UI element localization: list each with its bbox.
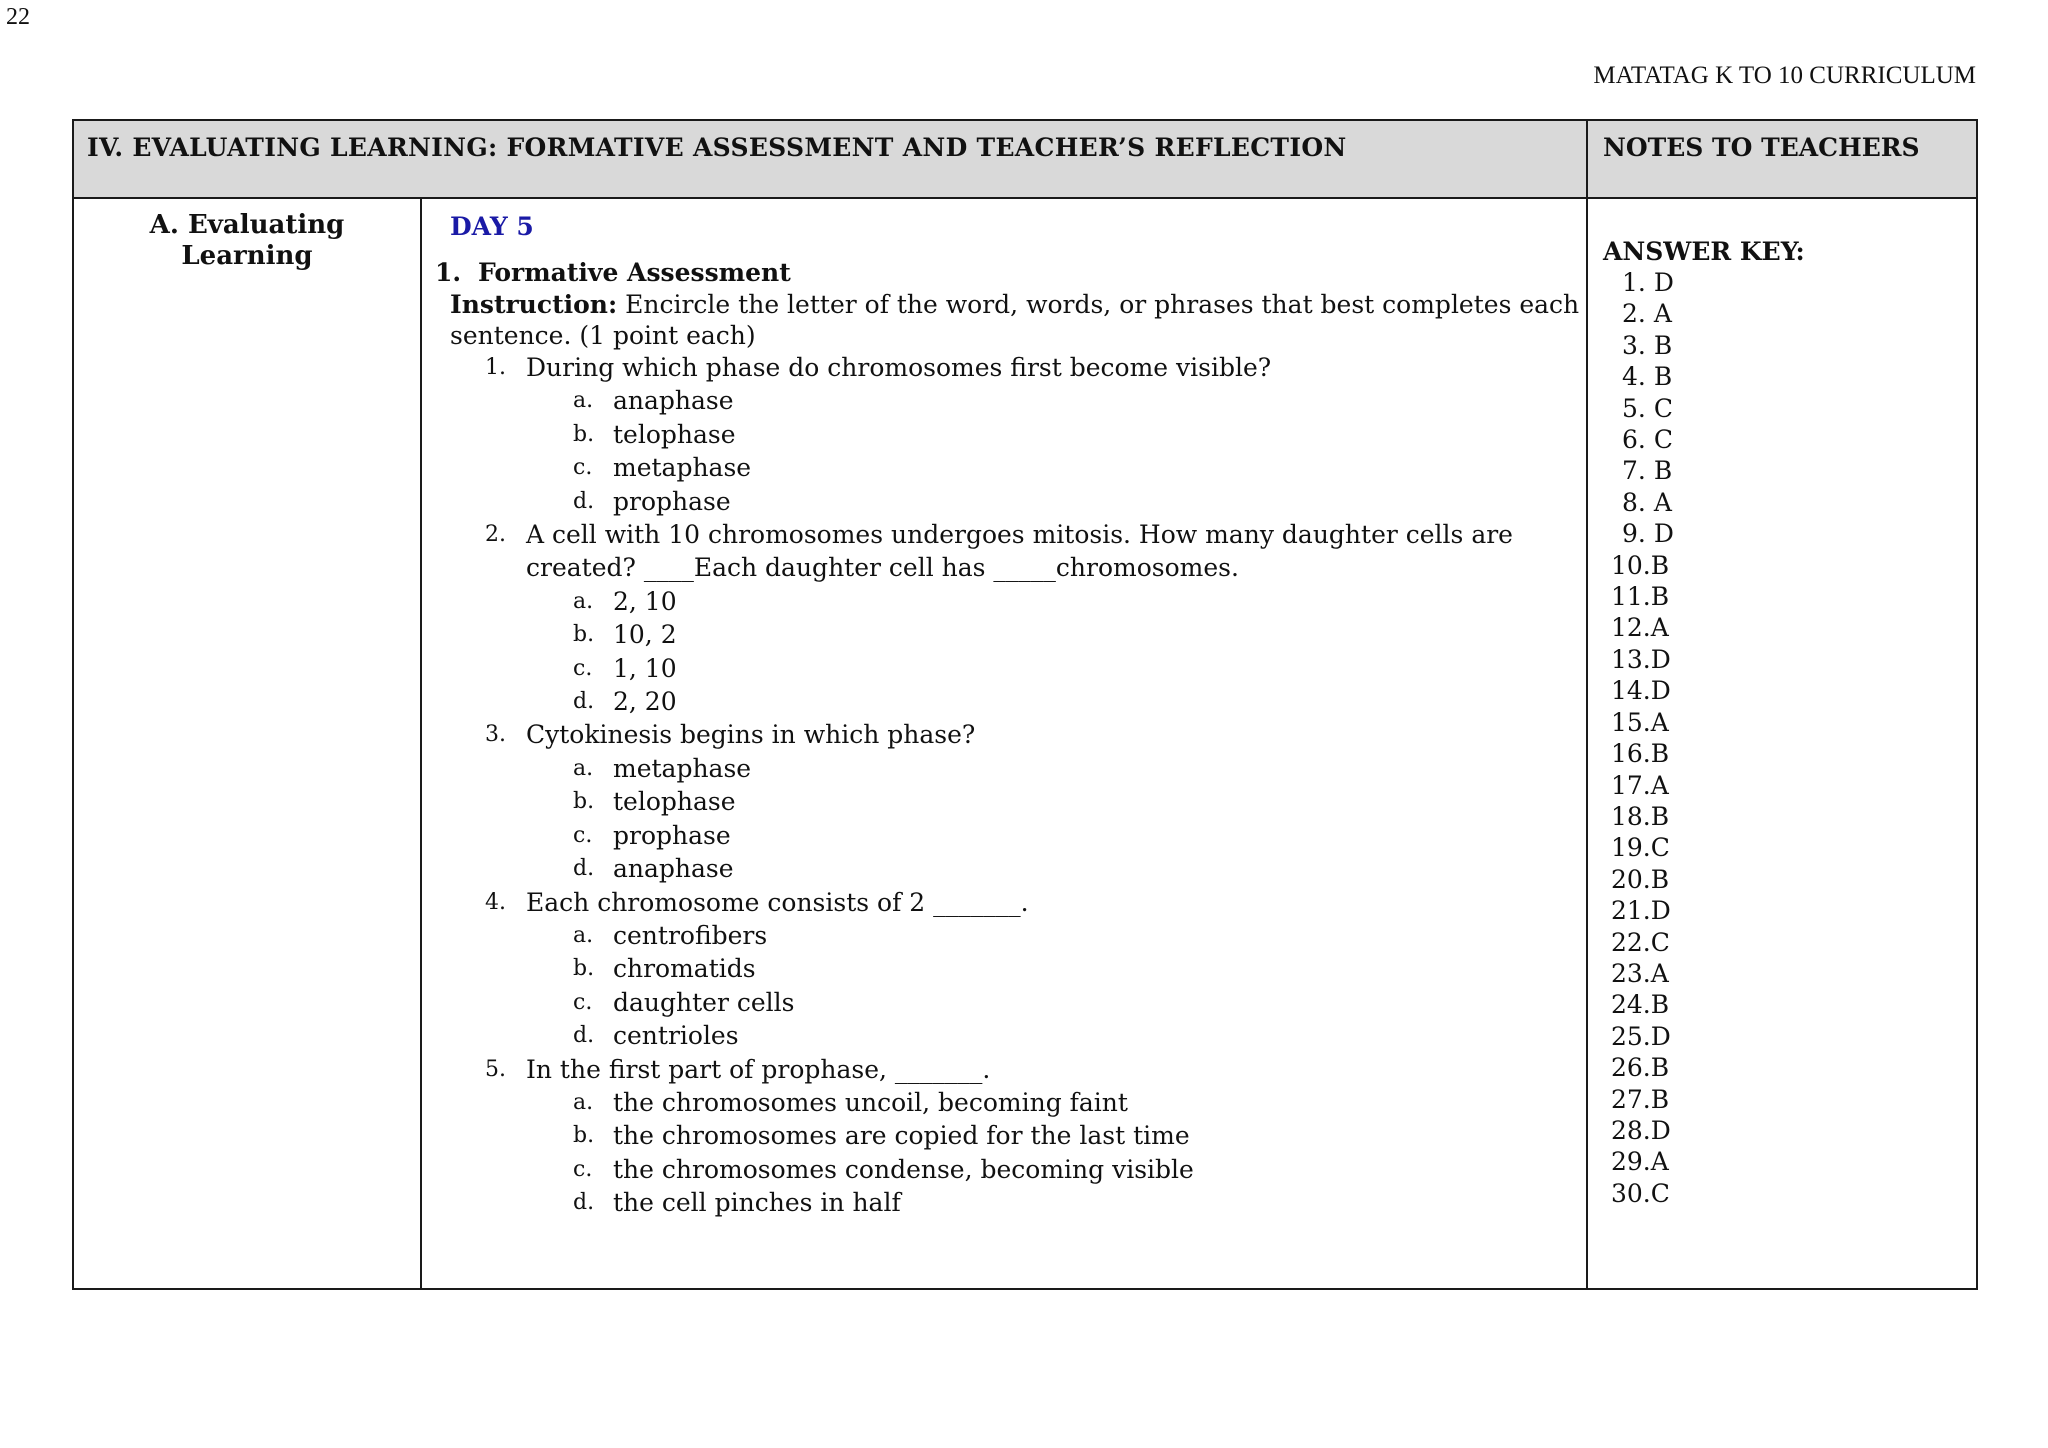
question-item [435,351,1526,384]
option-letter[interactable]: b. [573,789,595,815]
question-number: 4. [485,889,506,915]
answer-key-item [1611,1084,1976,1115]
option-letter[interactable]: a. [573,1089,594,1115]
answer-key-letter: B [1650,582,1670,612]
answer-key-number: 2. [1622,299,1646,329]
answer-option[interactable] [435,752,1586,785]
answer-key-item [1611,330,1976,361]
answer-key-number: 8. [1622,487,1646,517]
answer-key-letter: B [1650,1084,1670,1114]
answer-key-number: 9. [1622,519,1646,549]
option-letter[interactable]: b. [573,956,595,982]
answer-key-number: 16. [1611,739,1651,769]
lesson-table [72,119,1978,1290]
question-item [435,518,1526,585]
answer-key-item [1611,1115,1976,1146]
answer-option[interactable] [435,384,1586,417]
section-label-line2: Learning [181,241,313,271]
option-letter[interactable]: a. [573,755,594,781]
answer-key-number: 25. [1611,1021,1651,1051]
answer-key-letter: B [1650,801,1670,831]
answer-key-item [1611,770,1976,801]
answer-key-item [1611,550,1976,581]
option-letter[interactable]: a. [573,588,594,614]
option-letter[interactable]: c. [573,989,593,1015]
answer-key-number: 12. [1611,613,1651,643]
option-text: anaphase [613,386,734,416]
option-letter[interactable]: b. [573,1123,595,1149]
answer-option[interactable] [435,485,1586,518]
answer-key-item [1611,1178,1976,1209]
question-text: A cell with 10 chromosomes undergoes mitosis. How many daughter cells are created? ____Each daughter cell has _____chromosomes. [526,520,1513,583]
page-number: 22 [6,4,30,30]
answer-key-letter: A [1653,487,1672,517]
question-text: Each chromosome consists of 2 _______. [526,887,1029,917]
instruction-label: Instruction: [450,290,618,319]
question-text: During which phase do chromosomes first become visible? [526,353,1272,382]
option-text: 2, 20 [613,687,677,717]
curriculum-header: MATATAG K TO 10 CURRICULUM [1593,62,1976,89]
answer-option[interactable] [435,1153,1586,1186]
fa-title-text: Formative Assessment [478,258,791,287]
option-text: 10, 2 [613,620,677,650]
option-letter[interactable]: b. [573,421,595,447]
option-letter[interactable]: a. [573,922,594,948]
answer-key-letter: D [1653,519,1674,549]
answer-key-item [1611,644,1976,675]
answer-key-number: 17. [1611,770,1651,800]
answer-key-number: 28. [1611,1115,1651,1145]
option-text: prophase [613,486,731,516]
answer-key-letter: D [1650,1021,1671,1051]
answer-key-letter: B [1650,990,1670,1020]
option-letter[interactable]: a. [573,388,594,414]
question-list [435,351,1586,1220]
answer-key-number: 26. [1611,1053,1651,1083]
answer-option[interactable] [435,785,1586,818]
option-text: telophase [613,419,736,449]
question-text: In the first part of prophase, _______. [526,1054,991,1084]
answer-key-item [1611,612,1976,643]
fa-number: 1. [435,258,462,287]
answer-key-number: 5. [1622,393,1646,423]
instruction [450,290,1600,351]
answer-key-letter: B [1650,550,1670,580]
answer-key-number: 4. [1622,362,1646,392]
section-label-line1: A. Evaluating [149,210,345,240]
answer-key-letter: A [1650,613,1669,643]
option-text: the cell pinches in half [613,1188,901,1218]
answer-option[interactable] [435,618,1586,651]
answer-key-letter: A [1650,958,1669,988]
answer-key-item [1611,1052,1976,1083]
answer-key-item [1611,801,1976,832]
answer-option[interactable] [435,819,1586,852]
answer-key-item [1611,927,1976,958]
answer-option[interactable] [435,852,1586,885]
option-letter[interactable]: c. [573,655,593,681]
question-number: 2. [485,522,506,548]
answer-option[interactable] [435,952,1586,985]
answer-key-letter: C [1650,1178,1670,1208]
answer-key-item [1611,361,1976,392]
answer-key-letter: D [1650,644,1671,674]
formative-assessment-title [435,256,1586,290]
answer-key-letter: C [1653,393,1673,423]
answer-key-number: 7. [1622,456,1646,486]
answer-key-item [1611,518,1976,549]
answer-option[interactable] [435,1086,1586,1119]
section-heading: IV. EVALUATING LEARNING: FORMATIVE ASSESSMENT AND TEACHER’S REFLECTION [73,120,1587,198]
option-letter[interactable]: d. [573,488,595,514]
answer-key-item [1611,1146,1976,1177]
answer-key-item [1611,707,1976,738]
question-item [435,718,1526,751]
answer-key-number: 6. [1622,425,1646,455]
answer-key-letter: D [1650,676,1671,706]
question-item [435,1053,1526,1086]
answer-key-letter: B [1650,739,1670,769]
option-letter[interactable]: d. [573,1190,595,1216]
option-text: anaphase [613,854,734,884]
answer-key-item [1611,864,1976,895]
option-text: 1, 10 [613,653,677,683]
answer-key-number: 24. [1611,990,1651,1020]
answer-key-number: 1. [1622,268,1646,297]
answer-key-item [1611,738,1976,769]
answer-key-number: 11. [1611,582,1651,612]
instruction-text: Encircle the letter of the word, words, or phrases that best completes each sentence. (1 point each) [450,290,1580,350]
answer-key-number: 13. [1611,644,1651,674]
day-label: DAY 5 [450,212,534,241]
table-header-row [73,120,1977,198]
option-letter[interactable]: c. [573,1156,593,1182]
question-number: 5. [485,1056,506,1082]
answer-key-number: 30. [1611,1178,1651,1208]
answer-option[interactable] [435,418,1586,451]
option-list [435,919,1586,1053]
option-text: metaphase [613,753,752,783]
answer-option[interactable] [435,652,1586,685]
answer-key-item [1611,455,1976,486]
answer-key-item [1611,581,1976,612]
answer-key-item [1611,267,1976,298]
option-text: 2, 10 [613,586,677,616]
answer-key-item [1611,895,1976,926]
answer-key-number: 19. [1611,833,1651,863]
answer-option[interactable] [435,451,1586,484]
answer-option[interactable] [435,585,1586,618]
answer-key-letter: A [1650,770,1669,800]
answer-key-number: 22. [1611,927,1651,957]
answer-option[interactable] [435,685,1586,718]
option-list [435,384,1586,518]
option-list [435,752,1586,886]
option-text: metaphase [613,453,752,483]
answer-key-letter: D [1653,268,1674,297]
answer-option[interactable] [435,919,1586,952]
answer-key-letter: A [1653,299,1672,329]
answer-key-number: 21. [1611,896,1651,926]
option-letter[interactable]: d. [573,1023,595,1049]
answer-key-letter: B [1650,1053,1670,1083]
answer-key-number: 23. [1611,958,1651,988]
option-text: centrioles [613,1021,739,1051]
answer-key-number: 3. [1622,330,1646,360]
answer-key-item [1611,958,1976,989]
answer-key-letter: C [1650,833,1670,863]
answer-key-number: 14. [1611,676,1651,706]
answer-key-item [1611,393,1976,424]
answer-key-item [1611,1021,1976,1052]
option-letter[interactable]: c. [573,822,593,848]
answer-key-item [1611,298,1976,329]
answer-key-letter: A [1650,1147,1669,1177]
option-text: prophase [613,820,731,850]
question-number: 1. [485,355,506,380]
notes-cell [1587,198,1977,1289]
answer-key-letter: D [1650,1115,1671,1145]
option-letter[interactable]: c. [573,455,593,481]
answer-key-letter: A [1650,707,1669,737]
answer-key-number: 15. [1611,707,1651,737]
answer-key-item [1611,487,1976,518]
question-item [435,886,1526,919]
question-text: Cytokinesis begins in which phase? [526,720,976,750]
answer-key-item [1611,989,1976,1020]
option-letter[interactable]: b. [573,622,595,648]
answer-option[interactable] [435,1119,1586,1152]
option-list [435,1086,1586,1220]
answer-option[interactable] [435,986,1586,1019]
answer-key-number: 29. [1611,1147,1651,1177]
question-number: 3. [485,722,506,748]
answer-key-number: 20. [1611,864,1651,894]
answer-key-letter: B [1653,330,1673,360]
answer-key-number: 10. [1611,550,1651,580]
option-text: centrofibers [613,920,768,950]
option-text: chromatids [613,954,756,984]
answer-option[interactable] [435,1186,1586,1219]
answer-key-letter: B [1653,362,1673,392]
answer-key-number: 27. [1611,1084,1651,1114]
assessment-content [421,198,1587,1289]
option-text: the chromosomes uncoil, becoming faint [613,1087,1128,1117]
option-text: daughter cells [613,987,795,1017]
option-list [435,585,1586,719]
evaluating-row [73,198,1977,1289]
option-text: the chromosomes condense, becoming visible [613,1154,1194,1184]
answer-key-letter: B [1653,456,1673,486]
answer-key-letter: D [1650,896,1671,926]
answer-key-item [1611,424,1976,455]
answer-key-title: ANSWER KEY: [1603,237,1805,266]
option-letter[interactable]: d. [573,856,595,882]
answer-option[interactable] [435,1019,1586,1052]
option-letter[interactable]: d. [573,689,595,715]
answer-key-number: 18. [1611,801,1651,831]
answer-key-list [1603,267,1976,1209]
answer-key-item [1611,832,1976,863]
option-text: the chromosomes are copied for the last time [613,1121,1190,1151]
answer-key-letter: C [1653,425,1673,455]
answer-key-letter: C [1650,927,1670,957]
answer-key-item [1611,675,1976,706]
option-text: telophase [613,787,736,817]
section-label [73,198,421,1289]
answer-key-letter: B [1650,864,1670,894]
notes-heading: NOTES TO TEACHERS [1587,120,1977,198]
